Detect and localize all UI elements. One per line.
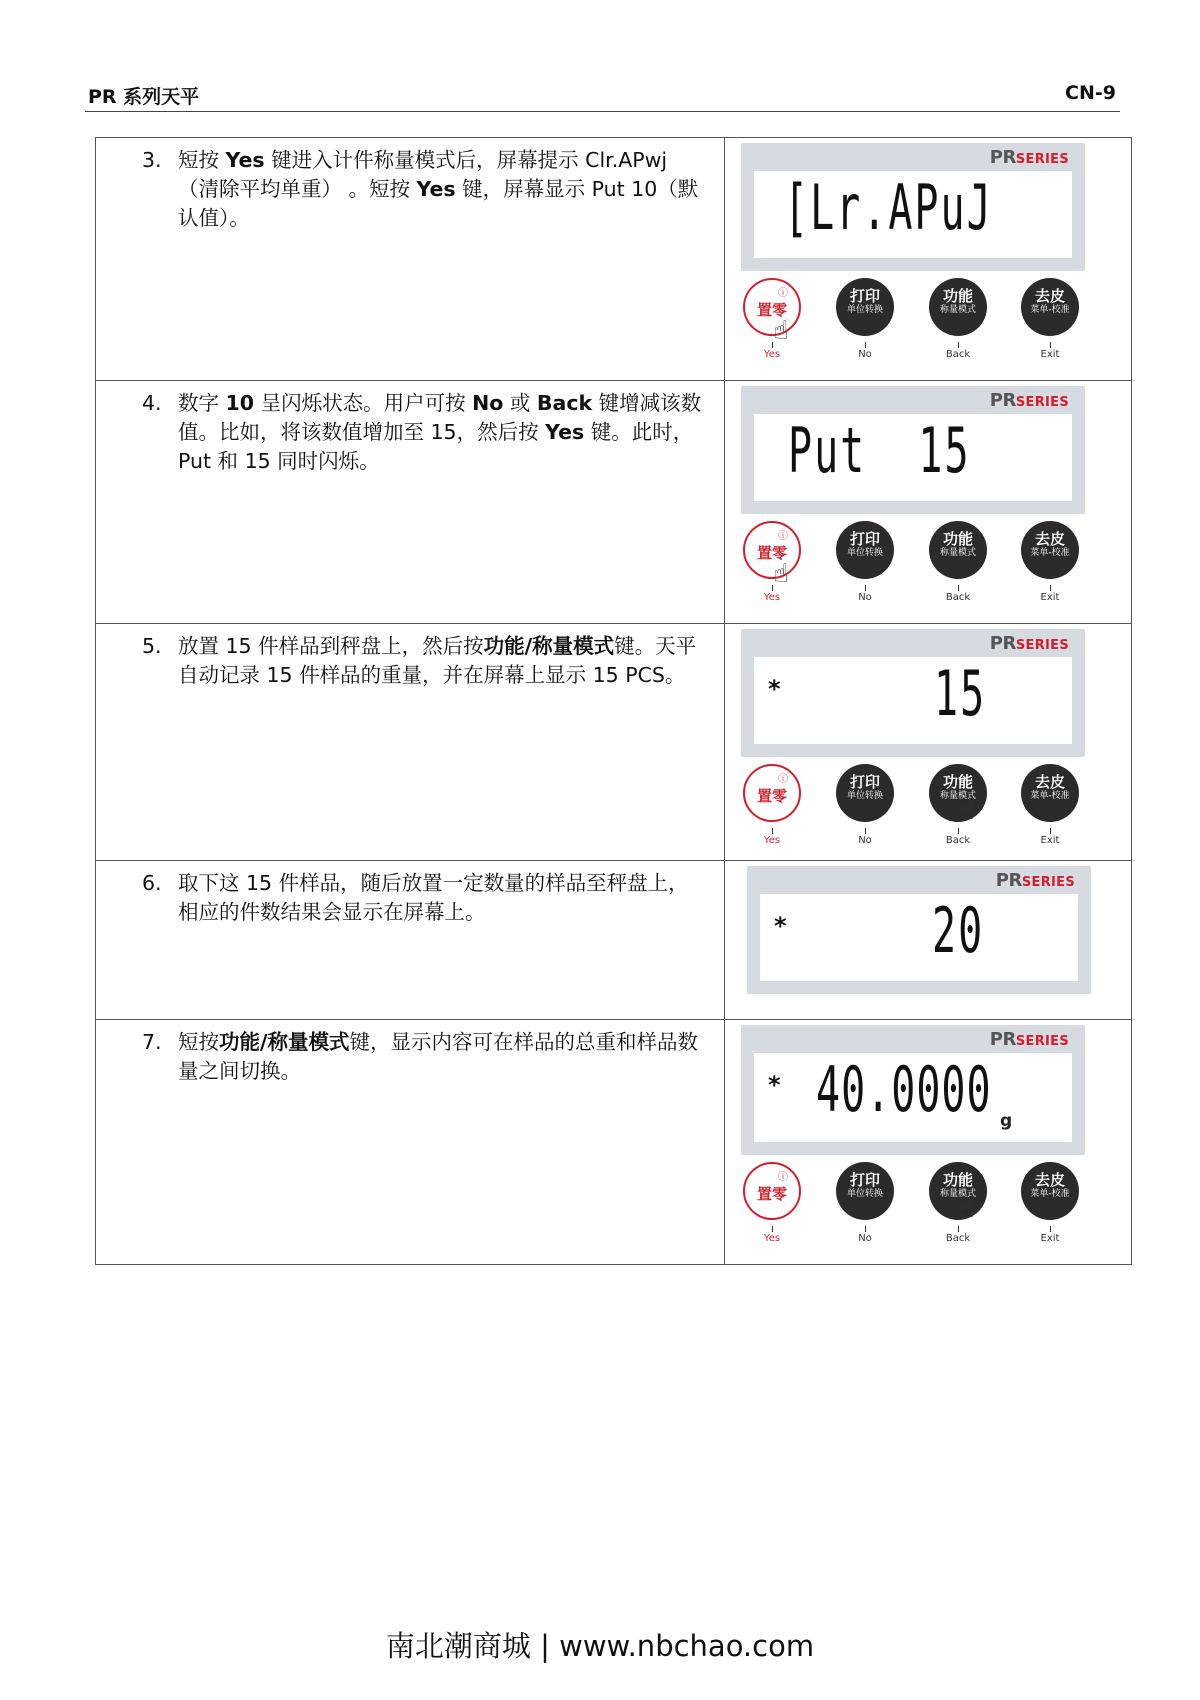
- keypad: [725, 521, 1131, 621]
- exit-label: Exit: [1040, 592, 1060, 603]
- no-label: No: [858, 592, 872, 603]
- lcd-screen: [760, 894, 1078, 981]
- yes-label: Yes: [763, 835, 781, 846]
- pointing-hand-icon: ☝: [959, 1194, 975, 1224]
- step-number: 5.: [142, 634, 162, 658]
- step-text: 放置 15 件样品到秤盘上，然后按功能/称量模式键。天平自动记录 15 件样品的重量，并在屏幕上显示 15 PCS。: [178, 634, 697, 687]
- zero-yes-button[interactable]: ⓘ 置零: [743, 521, 801, 579]
- brand-logo: PRSERIES: [989, 147, 1069, 168]
- step-number: 6.: [142, 871, 162, 895]
- function-back-button[interactable]: 功能 称量模式: [929, 278, 987, 336]
- lcd-readout: 20: [932, 896, 985, 968]
- function-back-button[interactable]: 功能 称量模式: [929, 521, 987, 579]
- yes-label: Yes: [763, 349, 781, 360]
- tare-exit-button[interactable]: 去皮 菜单-校准: [1021, 521, 1079, 579]
- keypad: [725, 764, 1131, 864]
- display-frame: [741, 629, 1085, 757]
- lcd-readout: 40.0000: [816, 1055, 992, 1127]
- lcd-screen: [754, 171, 1072, 258]
- stability-indicator: *: [768, 675, 781, 703]
- unit-gram: g: [1000, 1111, 1013, 1131]
- zero-yes-button[interactable]: ⓘ 置零: [743, 764, 801, 822]
- step-row-5: [96, 624, 1132, 861]
- power-icon: ⓘ: [778, 288, 788, 299]
- display-frame: [741, 1025, 1085, 1155]
- balance-panel: [725, 138, 1131, 380]
- step-number: 7.: [142, 1030, 162, 1054]
- step-text: 取下这 15 件样品，随后放置一定数量的样品至秤盘上，相应的件数结果会显示在屏幕上。: [178, 871, 689, 924]
- display-frame: [741, 386, 1085, 514]
- yes-label: Yes: [763, 592, 781, 603]
- function-back-button[interactable]: 功能 称量模式: [929, 1162, 987, 1220]
- header-title: PR 系列天平: [88, 86, 200, 108]
- power-icon: ⓘ: [778, 531, 788, 542]
- exit-label: Exit: [1040, 349, 1060, 360]
- print-no-button[interactable]: 打印 单位转换: [836, 278, 894, 336]
- no-label: No: [858, 835, 872, 846]
- exit-label: Exit: [1040, 1233, 1060, 1244]
- brand-logo: PRSERIES: [989, 390, 1069, 411]
- print-no-button[interactable]: 打印 单位转换: [836, 521, 894, 579]
- zero-yes-button[interactable]: ⓘ 置零: [743, 1162, 801, 1220]
- tare-exit-button[interactable]: 去皮 菜单-校准: [1021, 278, 1079, 336]
- step-text: 数字 10 呈闪烁状态。用户可按 No 或 Back 键增减该数值。比如，将该数值增加至 15，然后按 Yes 键。此时，Put 和 15 同时闪烁。: [178, 391, 702, 473]
- keypad: [725, 278, 1131, 378]
- print-no-button[interactable]: 打印 单位转换: [836, 1162, 894, 1220]
- lcd-readout: Put 15: [788, 416, 971, 488]
- function-back-button[interactable]: 功能 称量模式: [929, 764, 987, 822]
- pointing-hand-icon: ☝: [773, 316, 789, 346]
- back-label: Back: [945, 835, 971, 846]
- step-number: 3.: [142, 148, 162, 172]
- step-number: 4.: [142, 391, 162, 415]
- power-icon: ⓘ: [778, 774, 788, 785]
- footer-watermark: 南北潮商城 | www.nbchao.com: [385, 1629, 815, 1663]
- stability-indicator: *: [774, 912, 787, 940]
- step-row-6: [96, 861, 1132, 1020]
- step-text: 短按功能/称量模式键，显示内容可在样品的总重和样品数量之间切换。: [178, 1030, 698, 1083]
- print-no-button[interactable]: 打印 单位转换: [836, 764, 894, 822]
- display-frame: [747, 866, 1091, 994]
- tare-exit-button[interactable]: 去皮 菜单-校准: [1021, 764, 1079, 822]
- yes-label: Yes: [763, 1233, 781, 1244]
- exit-label: Exit: [1040, 835, 1060, 846]
- pointing-hand-icon: ☝: [959, 796, 975, 826]
- back-label: Back: [945, 592, 971, 603]
- stability-indicator: *: [768, 1071, 781, 1099]
- lcd-readout: 15: [934, 659, 987, 731]
- lcd-screen: [754, 1053, 1072, 1142]
- keypad: [725, 1162, 1131, 1262]
- step-row-4: [96, 381, 1132, 624]
- step-row-3: [96, 138, 1132, 381]
- no-label: No: [858, 1233, 872, 1244]
- brand-logo: PRSERIES: [989, 1029, 1069, 1050]
- balance-panel: [725, 861, 1131, 1019]
- steps-table: [95, 137, 1132, 1265]
- back-label: Back: [945, 1233, 971, 1244]
- step-row-7: [96, 1020, 1132, 1265]
- step-text: 短按 Yes 键进入计件称量模式后，屏幕提示 Clr.APwj（清除平均单重） 。短按 Yes 键，屏幕显示 Put 10（默认值）。: [178, 148, 699, 230]
- brand-logo: PRSERIES: [995, 870, 1075, 891]
- header-divider: [85, 111, 1120, 112]
- brand-logo: PRSERIES: [989, 633, 1069, 654]
- lcd-screen: [754, 657, 1072, 744]
- tare-exit-button[interactable]: 去皮 菜单-校准: [1021, 1162, 1079, 1220]
- lcd-readout: [Lr.APuJ: [784, 173, 993, 245]
- page-number: CN-9: [1065, 82, 1116, 104]
- balance-panel: [725, 381, 1131, 623]
- pointing-hand-icon: ☝: [773, 559, 789, 589]
- no-label: No: [858, 349, 872, 360]
- power-icon: ⓘ: [778, 1172, 788, 1183]
- back-label: Back: [945, 349, 971, 360]
- display-frame: [741, 143, 1085, 271]
- zero-yes-button[interactable]: ⓘ 置零: [743, 278, 801, 336]
- balance-panel: [725, 1020, 1131, 1264]
- balance-panel: [725, 624, 1131, 860]
- lcd-screen: [754, 414, 1072, 501]
